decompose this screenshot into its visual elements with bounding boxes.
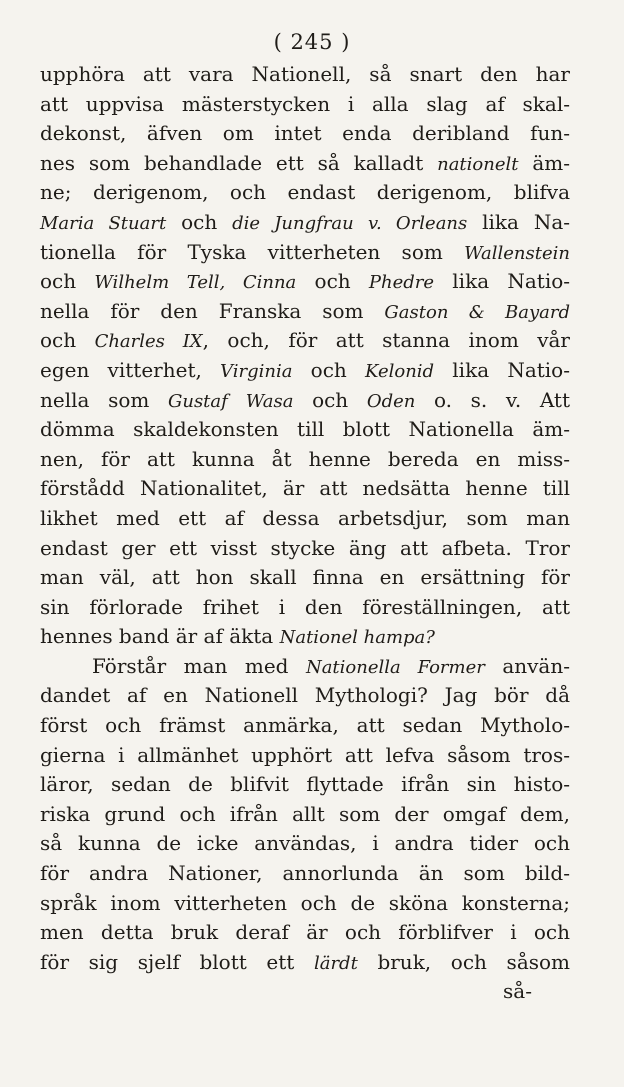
italic-title: Virginia — [220, 360, 293, 382]
text-line — [40, 60, 570, 90]
text-run: dandet af en Nationell Mythologi? Jag bör då — [40, 683, 570, 708]
catchword — [40, 977, 570, 1007]
text-run: , och, för att stanna inom vår — [202, 328, 570, 353]
text-line — [40, 119, 570, 149]
text-run: o. s. v. Att — [415, 387, 570, 412]
text-run: tionella för Tyska vitterheten som — [40, 239, 465, 264]
text-line — [40, 149, 570, 179]
page-number: ( 245 ) — [273, 30, 351, 54]
text-line — [40, 445, 570, 475]
text-run: så- — [503, 979, 532, 1004]
text-line — [40, 859, 570, 889]
text-line — [40, 297, 570, 327]
text-line — [40, 208, 570, 238]
text-line — [40, 504, 570, 534]
text-run: för sig sjelf blott ett — [40, 949, 314, 974]
text-line — [40, 386, 570, 416]
text-run: upphöra att vara Nationell, så snart den har — [40, 62, 570, 86]
italic-title: Kelonid — [364, 360, 435, 382]
text-run: lika Na- — [467, 209, 571, 234]
text-run: likhet med ett af dessa arbetsdjur, som man — [40, 505, 570, 530]
text-line — [40, 563, 570, 593]
text-line — [40, 267, 570, 297]
text-run: för andra Nationer, annorlunda än som bild- — [40, 861, 570, 886]
text-run: men detta bruk deraf är och förblifver i och — [40, 920, 570, 945]
text-line — [40, 178, 570, 208]
italic-title: Charles IX — [94, 331, 203, 353]
text-run: nella som — [40, 387, 168, 412]
text-line — [40, 622, 570, 652]
text-run: dekonst, äfven om intet enda deribland fun- — [40, 121, 570, 146]
italic-title: lärdt — [313, 952, 358, 974]
text-run: läror, sedan de blifvit flyttade ifrån sin histo- — [40, 772, 570, 797]
text-run: och — [40, 269, 95, 294]
text-line — [40, 948, 570, 978]
text-run: bruk, och såsom — [357, 949, 571, 974]
text-run: och — [296, 269, 369, 294]
text-run: att uppvisa mästerstycken i alla slag af skal- — [40, 91, 570, 116]
text-line — [40, 356, 570, 386]
text-run: och — [40, 328, 95, 353]
text-run: lika Natio- — [434, 269, 571, 294]
italic-title: Gustaf Wasa — [167, 390, 294, 412]
text-run: äm- — [518, 150, 570, 175]
body-text — [40, 60, 570, 1007]
text-run: dömma skaldekonsten till blott Nationella äm- — [40, 417, 570, 442]
text-run: nes som behandlade ett så kalladt — [40, 150, 438, 175]
italic-title: Nationella Former — [305, 656, 485, 678]
text-run: gierna i allmänhet upphört att lefva såsom tros- — [40, 742, 570, 767]
italic-title: Wilhelm Tell, Cinna — [94, 272, 297, 294]
italic-title: Wallenstein — [464, 242, 570, 264]
text-line — [40, 918, 570, 948]
text-line — [40, 889, 570, 919]
text-run: lika Natio- — [434, 357, 570, 382]
text-run: man väl, att hon skall finna en ersättning för — [40, 565, 570, 590]
italic-title: Nationel hampa? — [279, 627, 435, 649]
text-line — [40, 593, 570, 623]
text-run: Förstår man med — [92, 653, 306, 678]
text-run: egen vitterhet, — [40, 357, 221, 382]
text-run: nella för den Franska som — [40, 298, 385, 323]
text-line — [40, 681, 570, 711]
italic-title: Gaston & Bayard — [384, 301, 571, 323]
text-run: sin förlorade frihet i den föreställningen, att — [40, 594, 570, 619]
italic-title: Oden — [366, 390, 416, 412]
text-line — [40, 800, 570, 830]
text-line — [40, 652, 570, 682]
text-run: språk inom vitterheten och de sköna konsterna; — [40, 890, 570, 915]
text-line — [40, 326, 570, 356]
text-run: riska grund och ifrån allt som der omgaf dem, — [40, 801, 570, 826]
text-run: hennes band är af äkta — [40, 624, 280, 649]
text-run: först och främst anmärka, att sedan Mytholo- — [40, 713, 570, 738]
text-line — [40, 90, 570, 120]
text-line — [40, 415, 570, 445]
text-line — [40, 534, 570, 564]
text-run: och — [166, 209, 233, 234]
text-run: och — [293, 387, 367, 412]
text-line — [40, 770, 570, 800]
text-line — [40, 829, 570, 859]
text-run: använ- — [484, 653, 570, 678]
text-run: ne; derigenom, och endast derigenom, blifva — [40, 180, 570, 205]
italic-title: die Jungfrau v. Orleans — [232, 212, 468, 234]
text-run: endast ger ett visst stycke äng att afbeta. Tror — [40, 535, 570, 560]
italic-title: nationelt — [437, 153, 519, 175]
text-line — [40, 711, 570, 741]
text-run: och — [292, 357, 365, 382]
italic-title: Phedre — [368, 272, 435, 294]
text-line — [40, 741, 570, 771]
text-run: nen, för att kunna åt henne bereda en miss- — [40, 446, 570, 471]
text-line — [40, 474, 570, 504]
text-line — [40, 238, 570, 268]
italic-title: Maria Stuart — [40, 212, 167, 234]
text-run: så kunna de icke användas, i andra tider och — [40, 831, 570, 856]
text-run: förstådd Nationalitet, är att nedsätta henne till — [40, 476, 570, 501]
